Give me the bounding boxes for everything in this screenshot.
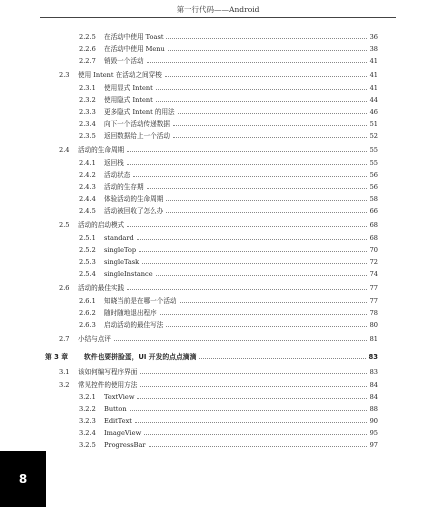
toc-entry xyxy=(0,70,378,80)
toc-leader-dots xyxy=(127,164,367,165)
toc-entry-page: 68 xyxy=(369,221,378,229)
toc-entry-number: 2.3 xyxy=(59,71,70,79)
toc-entry-number: 2.3.4 xyxy=(79,120,96,128)
toc-entry-title: 使用显式 Intent xyxy=(104,84,153,92)
toc-entry xyxy=(0,170,378,180)
toc-entry xyxy=(0,440,378,450)
toc-entry-page: 66 xyxy=(369,207,378,215)
toc-leader-dots xyxy=(156,89,367,90)
toc-entry-number: 第 3 章 xyxy=(45,353,69,361)
toc-leader-dots xyxy=(173,137,367,138)
toc-entry-number: 2.4.4 xyxy=(79,195,96,203)
toc-entry-page: 55 xyxy=(369,146,378,154)
toc-entry-number: 3.2 xyxy=(59,381,70,389)
toc-entry xyxy=(0,194,378,204)
toc-entry-title: 体验活动的生命周期 xyxy=(104,195,164,203)
toc-entry-title: standard xyxy=(104,234,134,242)
toc-leader-dots xyxy=(137,239,367,240)
toc-entry-title: 使用隐式 Intent xyxy=(104,96,153,104)
toc-entry-page: 81 xyxy=(369,335,378,343)
toc-entry-page: 80 xyxy=(369,321,378,329)
toc-entry-number: 2.6.2 xyxy=(79,309,96,317)
toc-leader-dots xyxy=(142,263,367,264)
toc-entry xyxy=(0,158,378,168)
toc-entry-page: 58 xyxy=(369,195,378,203)
toc-entry-page: 95 xyxy=(369,429,378,437)
toc-leader-dots xyxy=(166,326,367,327)
toc-entry-page: 56 xyxy=(369,171,378,179)
toc-chapter-row xyxy=(0,352,378,362)
toc-leader-dots xyxy=(173,125,367,126)
toc-entry-number: 2.6.1 xyxy=(79,297,96,305)
toc-entry-page: 84 xyxy=(369,381,378,389)
toc-entry-title: 活动的生命周期 xyxy=(78,146,125,154)
running-header: 第一行代码——Android xyxy=(40,4,396,18)
toc-entry-title: singleInstance xyxy=(104,270,153,278)
toc-entry-title: 在活动中使用 Menu xyxy=(104,45,165,53)
toc-entry-number: 2.3.5 xyxy=(79,132,96,140)
toc-leader-dots xyxy=(127,289,367,290)
toc-leader-dots xyxy=(149,446,367,447)
toc-entry-title: Button xyxy=(104,405,127,413)
toc-entry xyxy=(0,206,378,216)
toc-leader-dots xyxy=(127,151,367,152)
toc-leader-dots xyxy=(139,251,367,252)
toc-entry-title: 知晓当前是在哪一个活动 xyxy=(104,297,177,305)
toc-entry-number: 2.5.3 xyxy=(79,258,96,266)
toc-entry xyxy=(0,380,378,390)
toc-entry-number: 2.5 xyxy=(59,221,70,229)
toc-leader-dots xyxy=(168,50,367,51)
toc-entry xyxy=(0,404,378,414)
toc-entry-title: 软件也要拼脸蛋，UI 开发的点点滴滴 xyxy=(84,353,197,361)
toc-entry-page: 88 xyxy=(369,405,378,413)
toc-entry-number: 3.2.5 xyxy=(79,441,96,449)
toc-entry xyxy=(0,367,378,377)
toc-leader-dots xyxy=(127,226,367,227)
toc-entry-number: 2.5.4 xyxy=(79,270,96,278)
toc-entry-page: 36 xyxy=(369,33,378,41)
toc-leader-dots xyxy=(178,113,367,114)
toc-entry xyxy=(0,283,378,293)
toc-entry xyxy=(0,119,378,129)
toc-entry-page: 55 xyxy=(369,159,378,167)
toc-entry-page: 52 xyxy=(369,132,378,140)
toc-leader-dots xyxy=(166,200,367,201)
toc-entry-page: 83 xyxy=(368,353,378,361)
toc-entry xyxy=(0,245,378,255)
toc-entry xyxy=(0,32,378,42)
toc-entry-title: singleTask xyxy=(104,258,140,266)
toc-entry-page: 41 xyxy=(369,71,378,79)
toc-entry-page: 74 xyxy=(369,270,378,278)
toc-entry xyxy=(0,44,378,54)
toc-entry-page: 70 xyxy=(369,246,378,254)
toc-entry-title: 该如何编写程序界面 xyxy=(78,368,138,376)
toc-leader-dots xyxy=(137,398,367,399)
toc-entry-page: 84 xyxy=(369,393,378,401)
toc-leader-dots xyxy=(165,76,367,77)
toc-entry-title: 在活动中使用 Toast xyxy=(104,33,164,41)
toc-entry-page: 72 xyxy=(369,258,378,266)
toc-entry-page: 56 xyxy=(369,183,378,191)
toc-entry xyxy=(0,257,378,267)
toc-leader-dots xyxy=(166,38,367,39)
toc-entry-number: 2.5.1 xyxy=(79,234,96,242)
toc-entry-title: 活动的最佳实践 xyxy=(78,284,125,292)
toc-leader-dots xyxy=(114,340,367,341)
toc-entry-title: 活动被回收了怎么办 xyxy=(104,207,164,215)
toc-entry-number: 2.5.2 xyxy=(79,246,96,254)
toc-entry-page: 78 xyxy=(369,309,378,317)
toc-entry-number: 3.1 xyxy=(59,368,70,376)
toc-entry-title: ImageView xyxy=(104,429,142,437)
toc-entry-page: 51 xyxy=(369,120,378,128)
toc-entry-page: 77 xyxy=(369,284,378,292)
toc-entry-page: 90 xyxy=(369,417,378,425)
toc-entry-number: 2.4 xyxy=(59,146,70,154)
toc-entry xyxy=(0,107,378,117)
toc-entry-title: 销毁一个活动 xyxy=(104,57,144,65)
toc-entry-title: 更多隐式 Intent 的用法 xyxy=(104,108,175,116)
toc-leader-dots xyxy=(147,62,367,63)
toc-entry-title: 活动状态 xyxy=(104,171,131,179)
toc-leader-dots xyxy=(156,275,367,276)
toc-leader-dots xyxy=(140,373,367,374)
toc-leader-dots xyxy=(135,422,367,423)
toc-entry-page: 41 xyxy=(369,84,378,92)
toc-entry-number: 2.6.3 xyxy=(79,321,96,329)
toc-entry-number: 3.2.2 xyxy=(79,405,96,413)
toc-entry-number: 2.4.1 xyxy=(79,159,96,167)
toc-entry xyxy=(0,95,378,105)
toc-entry xyxy=(0,83,378,93)
toc-entry xyxy=(0,220,378,230)
toc-leader-dots xyxy=(160,314,367,315)
toc-entry xyxy=(0,131,378,141)
toc-entry-page: 38 xyxy=(369,45,378,53)
toc-entry xyxy=(0,416,378,426)
toc-entry-number: 2.2.7 xyxy=(79,57,96,65)
toc-entry-page: 44 xyxy=(369,96,378,104)
toc-entry xyxy=(0,308,378,318)
toc-entry xyxy=(0,392,378,402)
toc-entry-number: 2.2.6 xyxy=(79,45,96,53)
toc-entry xyxy=(0,269,378,279)
toc-entry-number: 2.4.2 xyxy=(79,171,96,179)
toc-entry xyxy=(0,296,378,306)
toc-entry-page: 97 xyxy=(369,441,378,449)
toc-entry xyxy=(0,428,378,438)
toc-entry xyxy=(0,56,378,66)
toc-entry-number: 2.2.5 xyxy=(79,33,96,41)
toc-entry-page: 77 xyxy=(369,297,378,305)
toc-leader-dots xyxy=(156,101,367,102)
toc-entry-page: 68 xyxy=(369,234,378,242)
toc-entry xyxy=(0,320,378,330)
toc-entry-title: EditText xyxy=(104,417,132,425)
page-number-badge: 8 xyxy=(0,451,46,507)
toc-entry xyxy=(0,233,378,243)
toc-entry-title: 返回数据给上一个活动 xyxy=(104,132,170,140)
toc-entry-title: 活动的启动模式 xyxy=(78,221,125,229)
toc-entry-title: 向下一个活动传递数据 xyxy=(104,120,170,128)
toc-entry-number: 3.2.1 xyxy=(79,393,96,401)
toc-leader-dots xyxy=(133,176,367,177)
toc-leader-dots xyxy=(199,358,366,359)
toc-entry-number: 2.3.2 xyxy=(79,96,96,104)
toc-entry-number: 2.4.5 xyxy=(79,207,96,215)
toc-leader-dots xyxy=(166,212,367,213)
toc-leader-dots xyxy=(140,386,367,387)
toc-entry-title: 常见控件的使用方法 xyxy=(78,381,138,389)
toc-entry xyxy=(0,145,378,155)
toc-leader-dots xyxy=(147,188,367,189)
toc-leader-dots xyxy=(130,410,367,411)
toc-entry-title: 小结与点评 xyxy=(78,335,111,343)
toc-entry-title: singleTop xyxy=(104,246,137,254)
toc-entry xyxy=(0,182,378,192)
toc-entry-number: 2.3.1 xyxy=(79,84,96,92)
toc-entry-title: ProgressBar xyxy=(104,441,146,449)
toc-entry-title: 使用 Intent 在活动之间穿梭 xyxy=(78,71,162,79)
toc-entry-number: 2.6 xyxy=(59,284,70,292)
toc-entry-title: 启动活动的最佳写法 xyxy=(104,321,164,329)
toc-entry-title: 活动的生存期 xyxy=(104,183,144,191)
toc-entry xyxy=(0,334,378,344)
toc-entry-title: 返回栈 xyxy=(104,159,124,167)
toc-entry-number: 3.2.4 xyxy=(79,429,96,437)
toc-entry-title: TextView xyxy=(104,393,135,401)
toc-leader-dots xyxy=(144,434,367,435)
toc-entry-title: 随时随地退出程序 xyxy=(104,309,157,317)
toc-entry-number: 3.2.3 xyxy=(79,417,96,425)
toc-entry-number: 2.3.3 xyxy=(79,108,96,116)
toc-entry-page: 46 xyxy=(369,108,378,116)
toc-entry-page: 41 xyxy=(369,57,378,65)
toc-entry-page: 83 xyxy=(369,368,378,376)
toc-leader-dots xyxy=(180,302,367,303)
toc-entry-number: 2.4.3 xyxy=(79,183,96,191)
toc-entry-number: 2.7 xyxy=(59,335,70,343)
